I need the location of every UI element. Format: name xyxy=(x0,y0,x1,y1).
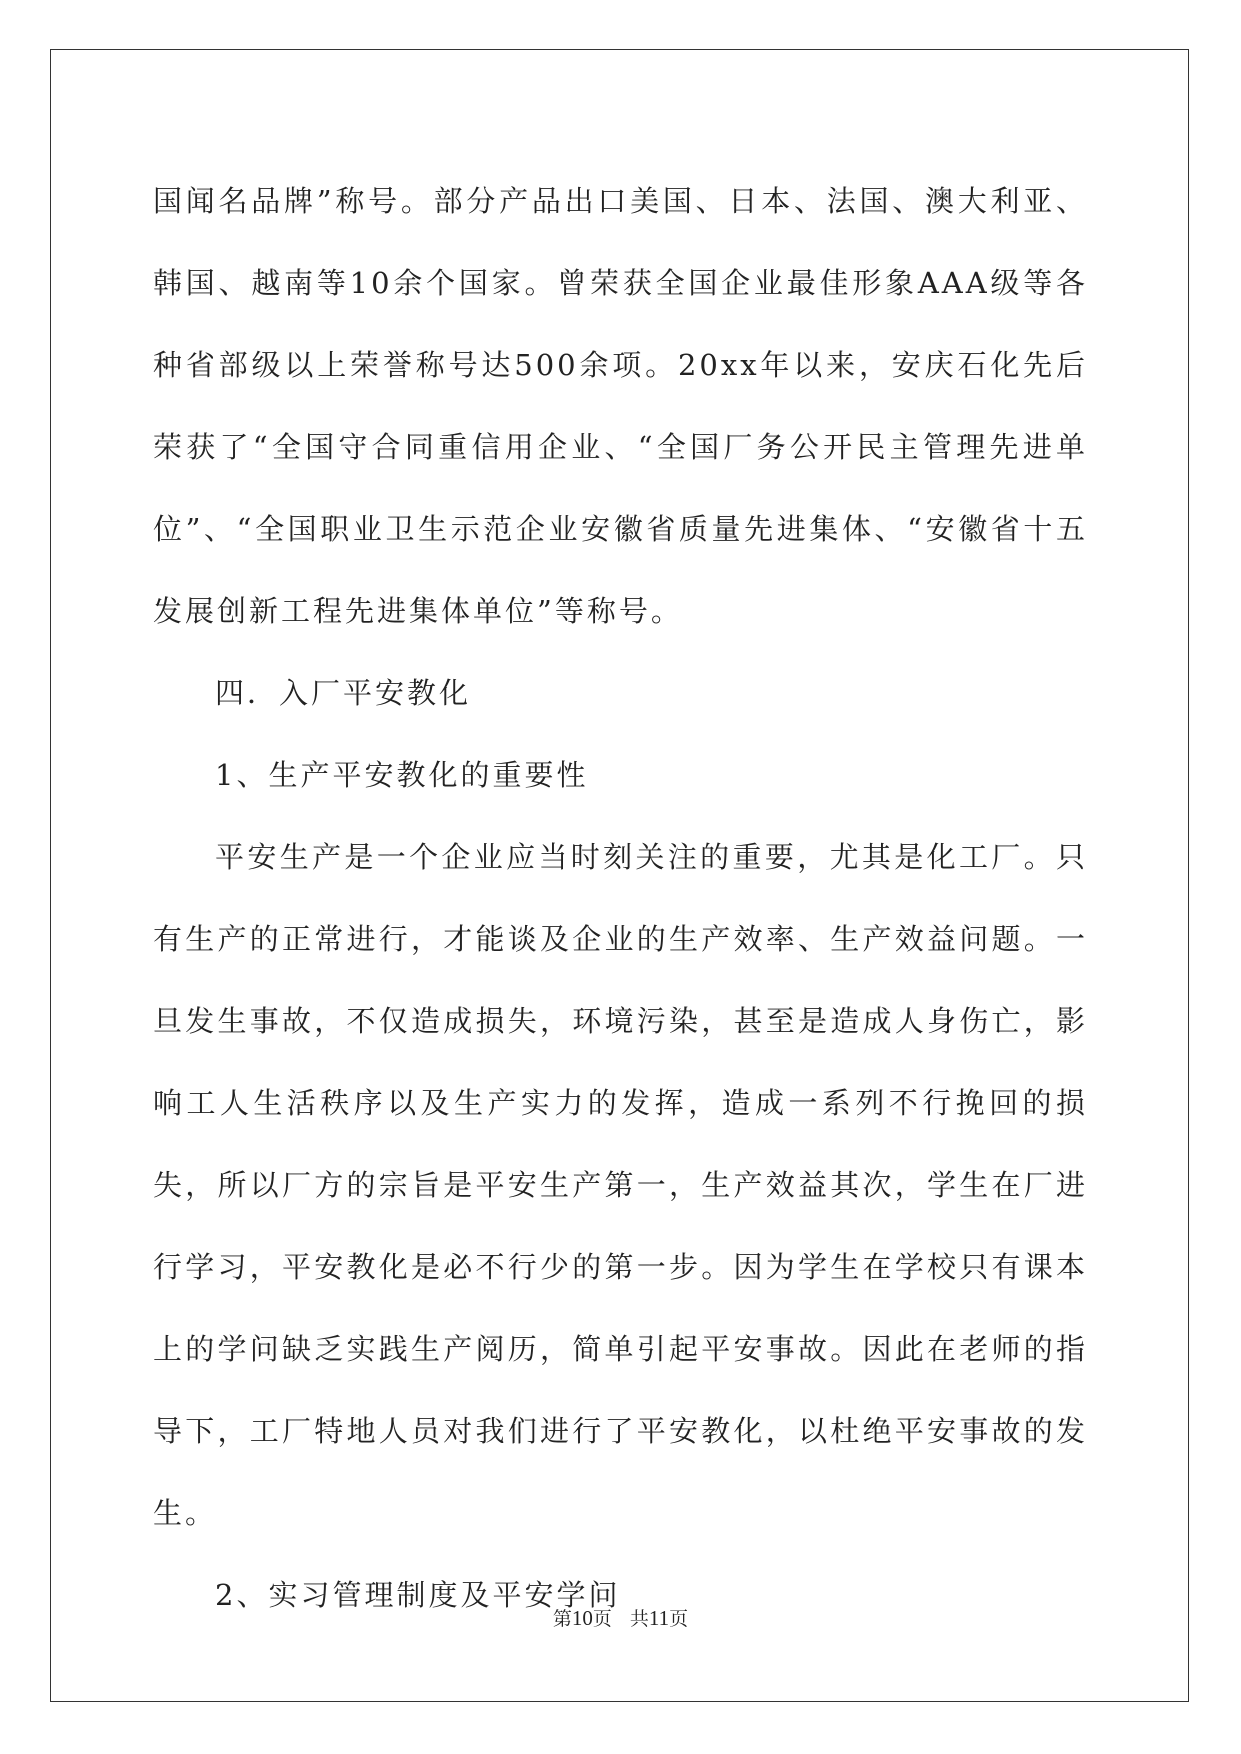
subsection-heading: 2、实习管理制度及平安学问 xyxy=(215,1578,621,1612)
subsection-heading: 1、生产平安教化的重要性 xyxy=(215,758,589,792)
total-prefix: 共 xyxy=(629,1608,649,1630)
section-heading: 四．入厂平安教化 xyxy=(215,676,472,710)
page-suffix: 页 xyxy=(592,1608,612,1630)
page-footer xyxy=(0,1606,1241,1631)
body-paragraph: 国闻名品牌”称号。部分产品出口美国、日本、法国、澳大利亚、韩国、越南等10余个国家。曾荣获全国企业最佳形象AAA级等各种省部级以上荣誉称号达500余项。20xx年以来，安庆石化先后荣获了“全国守合同重信用企业、“全国厂务公开民主管理先进单位”、“全国职业卫生示范企业安徽省质量先进集体、“安徽省十五发展创新工程先进集体单位”等称号。 xyxy=(153,184,1088,628)
total-suffix: 页 xyxy=(669,1608,689,1630)
page-prefix: 第 xyxy=(552,1608,572,1630)
total-pages: 11 xyxy=(648,1606,670,1630)
body-paragraph: 平安生产是一个企业应当时刻关注的重要，尤其是化工厂。只有生产的正常进行，才能谈及企业的生产效率、生产效益问题。一旦发生事故，不仅造成损失，环境污染，甚至是造成人身伤亡，影响工人生活秩序以及生产实力的发挥，造成一系列不行挽回的损失，所以厂方的宗旨是平安生产第一，生产效益其次，学生在厂进行学习，平安教化是必不行少的第一步。因为学生在学校只有课本上的学问缺乏实践生产阅历，简单引起平安事故。因此在老师的指导下，工厂特地人员对我们进行了平安教化，以杜绝平安事故的发生。 xyxy=(153,840,1088,1530)
page-number: 10 xyxy=(571,1606,593,1630)
document-body xyxy=(153,160,1088,1636)
